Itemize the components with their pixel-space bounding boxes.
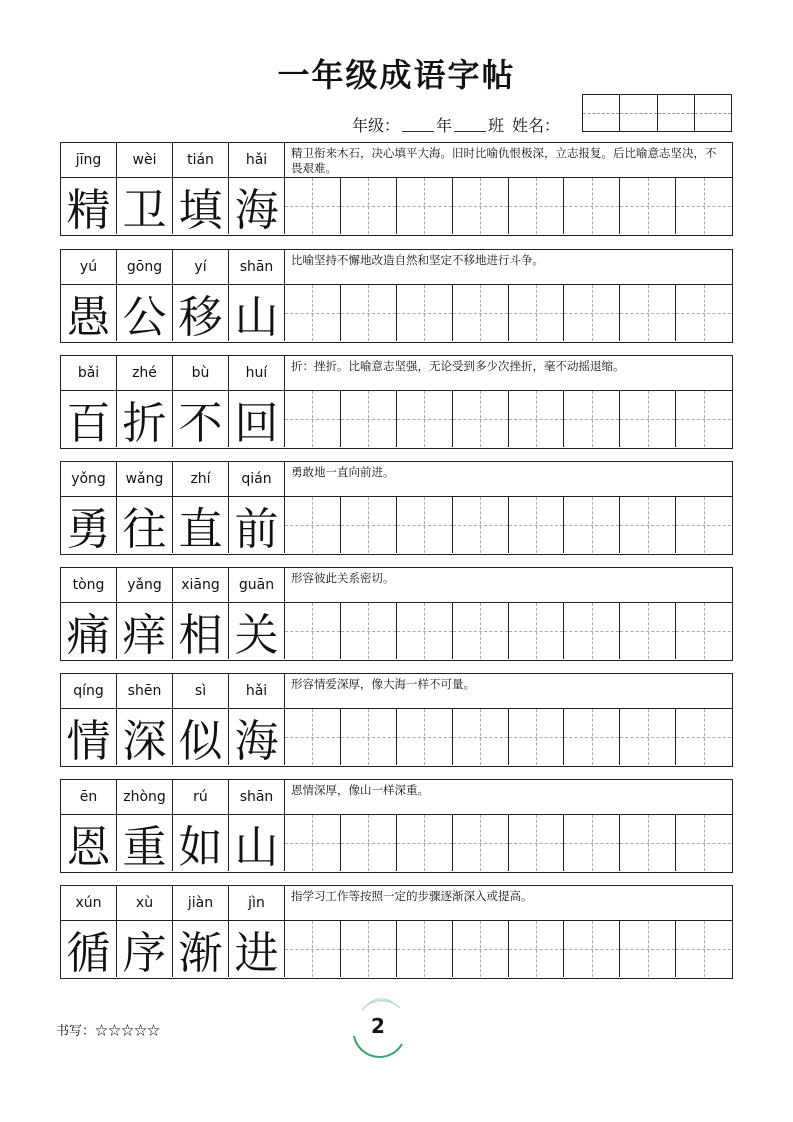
practice-cell[interactable] <box>453 815 509 871</box>
idiom-characters <box>61 921 285 977</box>
practice-cell[interactable] <box>564 391 620 447</box>
pinyin-syllable: tòng <box>61 568 117 602</box>
pinyin-syllable: bù <box>173 356 229 390</box>
idiom-character: 似 <box>173 709 229 765</box>
practice-cell[interactable] <box>509 178 565 234</box>
idiom-block <box>60 355 733 449</box>
practice-cell[interactable] <box>620 709 676 765</box>
idiom-block <box>60 461 733 555</box>
practice-cell[interactable] <box>676 709 731 765</box>
idiom-character: 公 <box>117 285 173 341</box>
idiom-character: 深 <box>117 709 173 765</box>
pinyin-row <box>61 674 285 708</box>
idiom-character: 山 <box>229 815 285 871</box>
idiom-character: 直 <box>173 497 229 553</box>
practice-cell[interactable] <box>676 391 731 447</box>
name-cell[interactable] <box>657 95 694 131</box>
pinyin-syllable: hǎi <box>229 674 285 708</box>
practice-cell[interactable] <box>509 285 565 341</box>
idiom-meaning: 勇敢地一直向前进。 <box>291 465 395 479</box>
idiom-meaning: 形容彼此关系密切。 <box>291 571 395 585</box>
practice-grid <box>285 178 731 234</box>
idiom-character: 折 <box>117 391 173 447</box>
practice-cell[interactable] <box>285 709 341 765</box>
pinyin-syllable: guān <box>229 568 285 602</box>
idiom-characters <box>61 709 285 765</box>
name-cell[interactable] <box>694 95 731 131</box>
practice-grid <box>285 603 731 659</box>
practice-cell[interactable] <box>397 603 453 659</box>
idiom-character: 情 <box>61 709 117 765</box>
idiom-character: 勇 <box>61 497 117 553</box>
name-label: 姓名： <box>512 115 561 135</box>
pinyin-syllable: yǎng <box>117 568 173 602</box>
class-blank[interactable] <box>454 117 486 132</box>
pinyin-syllable: tián <box>173 143 229 177</box>
practice-cell[interactable] <box>676 497 731 553</box>
pinyin-syllable: zhòng <box>117 780 173 814</box>
practice-cell[interactable] <box>509 391 565 447</box>
practice-cell[interactable] <box>285 391 341 447</box>
idiom-character: 进 <box>229 921 285 977</box>
practice-cell[interactable] <box>341 391 397 447</box>
pinyin-syllable: shān <box>229 250 285 284</box>
grade-label: 年级： <box>352 115 401 135</box>
practice-cell[interactable] <box>564 497 620 553</box>
practice-cell[interactable] <box>620 178 676 234</box>
page-number: 2 <box>371 1014 385 1038</box>
idiom-character: 渐 <box>173 921 229 977</box>
writing-rating: 书写：☆☆☆☆☆ <box>56 1024 161 1039</box>
idiom-character: 海 <box>229 709 285 765</box>
idiom-characters <box>61 285 285 341</box>
practice-cell[interactable] <box>453 391 509 447</box>
pinyin-syllable: ēn <box>61 780 117 814</box>
practice-cell[interactable] <box>453 178 509 234</box>
practice-cell[interactable] <box>341 603 397 659</box>
practice-cell[interactable] <box>620 921 676 977</box>
pinyin-syllable: qíng <box>61 674 117 708</box>
idiom-characters <box>61 815 285 871</box>
practice-cell[interactable] <box>453 285 509 341</box>
practice-grid <box>285 815 731 871</box>
practice-cell[interactable] <box>676 603 731 659</box>
practice-cell[interactable] <box>509 921 565 977</box>
practice-cell[interactable] <box>397 921 453 977</box>
class-suffix: 班 <box>488 115 505 135</box>
pinyin-syllable: rú <box>173 780 229 814</box>
practice-cell[interactable] <box>620 497 676 553</box>
idiom-character: 回 <box>229 391 285 447</box>
practice-cell[interactable] <box>285 497 341 553</box>
practice-cell[interactable] <box>341 285 397 341</box>
pinyin-syllable: huí <box>229 356 285 390</box>
practice-cell[interactable] <box>397 285 453 341</box>
practice-cell[interactable] <box>620 815 676 871</box>
idiom-meaning: 折：挫折。比喻意志坚强，无论受到多少次挫折，毫不动摇退缩。 <box>291 359 625 373</box>
practice-cell[interactable] <box>453 921 509 977</box>
practice-cell[interactable] <box>397 391 453 447</box>
practice-cell[interactable] <box>397 178 453 234</box>
year-suffix: 年 <box>436 115 453 135</box>
practice-grid <box>285 285 731 341</box>
practice-cell[interactable] <box>285 815 341 871</box>
idiom-block <box>60 885 733 979</box>
pinyin-syllable: yú <box>61 250 117 284</box>
practice-grid <box>285 709 731 765</box>
pinyin-syllable: shēn <box>117 674 173 708</box>
practice-cell[interactable] <box>285 285 341 341</box>
pinyin-syllable: xù <box>117 886 173 920</box>
idiom-block <box>60 567 733 661</box>
practice-cell[interactable] <box>676 178 731 234</box>
idiom-characters <box>61 603 285 659</box>
idiom-character: 恩 <box>61 815 117 871</box>
practice-cell[interactable] <box>453 603 509 659</box>
pinyin-syllable: xiāng <box>173 568 229 602</box>
idiom-meaning: 比喻坚持不懈地改造自然和坚定不移地进行斗争。 <box>291 253 544 267</box>
practice-cell[interactable] <box>341 497 397 553</box>
idiom-character: 百 <box>61 391 117 447</box>
practice-cell[interactable] <box>564 921 620 977</box>
practice-cell[interactable] <box>509 603 565 659</box>
idiom-character: 关 <box>229 603 285 659</box>
practice-cell[interactable] <box>620 603 676 659</box>
practice-cell[interactable] <box>564 603 620 659</box>
idiom-character: 精 <box>61 178 117 234</box>
pinyin-row <box>61 250 285 284</box>
pinyin-syllable: zhé <box>117 356 173 390</box>
idiom-character: 重 <box>117 815 173 871</box>
name-grid[interactable] <box>582 94 732 132</box>
idiom-character: 前 <box>229 497 285 553</box>
pinyin-syllable: sì <box>173 674 229 708</box>
pinyin-row <box>61 143 285 177</box>
practice-cell[interactable] <box>509 497 565 553</box>
practice-cell[interactable] <box>397 497 453 553</box>
practice-cell[interactable] <box>620 391 676 447</box>
practice-cell[interactable] <box>676 285 731 341</box>
pinyin-syllable: jiàn <box>173 886 229 920</box>
practice-cell[interactable] <box>397 709 453 765</box>
practice-cell[interactable] <box>453 709 509 765</box>
practice-cell[interactable] <box>509 815 565 871</box>
practice-grid <box>285 391 731 447</box>
pinyin-syllable: wǎng <box>117 462 173 496</box>
pinyin-syllable: qián <box>229 462 285 496</box>
pinyin-syllable: jìn <box>229 886 285 920</box>
idiom-meaning: 指学习工作等按照一定的步骤逐渐深入或提高。 <box>291 889 533 903</box>
practice-cell[interactable] <box>509 709 565 765</box>
idiom-character: 海 <box>229 178 285 234</box>
pinyin-row <box>61 886 285 920</box>
idiom-character: 卫 <box>117 178 173 234</box>
idiom-character: 山 <box>229 285 285 341</box>
student-info <box>352 112 560 136</box>
practice-cell[interactable] <box>564 285 620 341</box>
idiom-character: 相 <box>173 603 229 659</box>
idiom-character: 循 <box>61 921 117 977</box>
practice-cell[interactable] <box>564 815 620 871</box>
idiom-character: 如 <box>173 815 229 871</box>
practice-cell[interactable] <box>341 921 397 977</box>
idiom-meaning: 形容情爱深厚，像大海一样不可量。 <box>291 677 475 691</box>
pinyin-syllable: wèi <box>117 143 173 177</box>
practice-cell[interactable] <box>285 603 341 659</box>
idiom-meaning: 恩情深厚，像山一样深重。 <box>291 783 429 797</box>
practice-cell[interactable] <box>341 709 397 765</box>
idiom-block <box>60 779 733 873</box>
idiom-block <box>60 249 733 343</box>
practice-cell[interactable] <box>341 815 397 871</box>
practice-grid <box>285 921 731 977</box>
pinyin-syllable: bǎi <box>61 356 117 390</box>
grade-blank[interactable] <box>402 117 434 132</box>
page-title: 一年级成语字帖 <box>277 56 516 94</box>
idiom-block <box>60 673 733 767</box>
practice-cell[interactable] <box>564 178 620 234</box>
pinyin-syllable: hǎi <box>229 143 285 177</box>
pinyin-syllable: shān <box>229 780 285 814</box>
pinyin-syllable: yǒng <box>61 462 117 496</box>
name-cell[interactable] <box>583 95 619 131</box>
practice-cell[interactable] <box>341 178 397 234</box>
idiom-characters <box>61 178 285 234</box>
idiom-character: 填 <box>173 178 229 234</box>
idiom-block <box>60 142 733 236</box>
idiom-character: 愚 <box>61 285 117 341</box>
practice-cell[interactable] <box>453 497 509 553</box>
idiom-character: 痛 <box>61 603 117 659</box>
pinyin-syllable: jīng <box>61 143 117 177</box>
practice-cell[interactable] <box>397 815 453 871</box>
idiom-characters <box>61 391 285 447</box>
pinyin-syllable: yí <box>173 250 229 284</box>
practice-cell[interactable] <box>285 921 341 977</box>
pinyin-syllable: gōng <box>117 250 173 284</box>
idiom-characters <box>61 497 285 553</box>
pinyin-row <box>61 780 285 814</box>
idiom-character: 不 <box>173 391 229 447</box>
practice-cell[interactable] <box>620 285 676 341</box>
pinyin-row <box>61 568 285 602</box>
pinyin-row <box>61 462 285 496</box>
practice-cell[interactable] <box>564 709 620 765</box>
idiom-character: 移 <box>173 285 229 341</box>
practice-cell[interactable] <box>676 815 731 871</box>
pinyin-row <box>61 356 285 390</box>
practice-cell[interactable] <box>285 178 341 234</box>
practice-grid <box>285 497 731 553</box>
name-cell[interactable] <box>619 95 656 131</box>
pinyin-syllable: xún <box>61 886 117 920</box>
idiom-meaning: 精卫衔来木石，决心填平大海。旧时比喻仇恨极深，立志报复。后比喻意志坚决，不畏艰难。 <box>291 146 717 175</box>
pinyin-syllable: zhí <box>173 462 229 496</box>
idiom-character: 往 <box>117 497 173 553</box>
idiom-character: 痒 <box>117 603 173 659</box>
idiom-character: 序 <box>117 921 173 977</box>
practice-cell[interactable] <box>676 921 731 977</box>
